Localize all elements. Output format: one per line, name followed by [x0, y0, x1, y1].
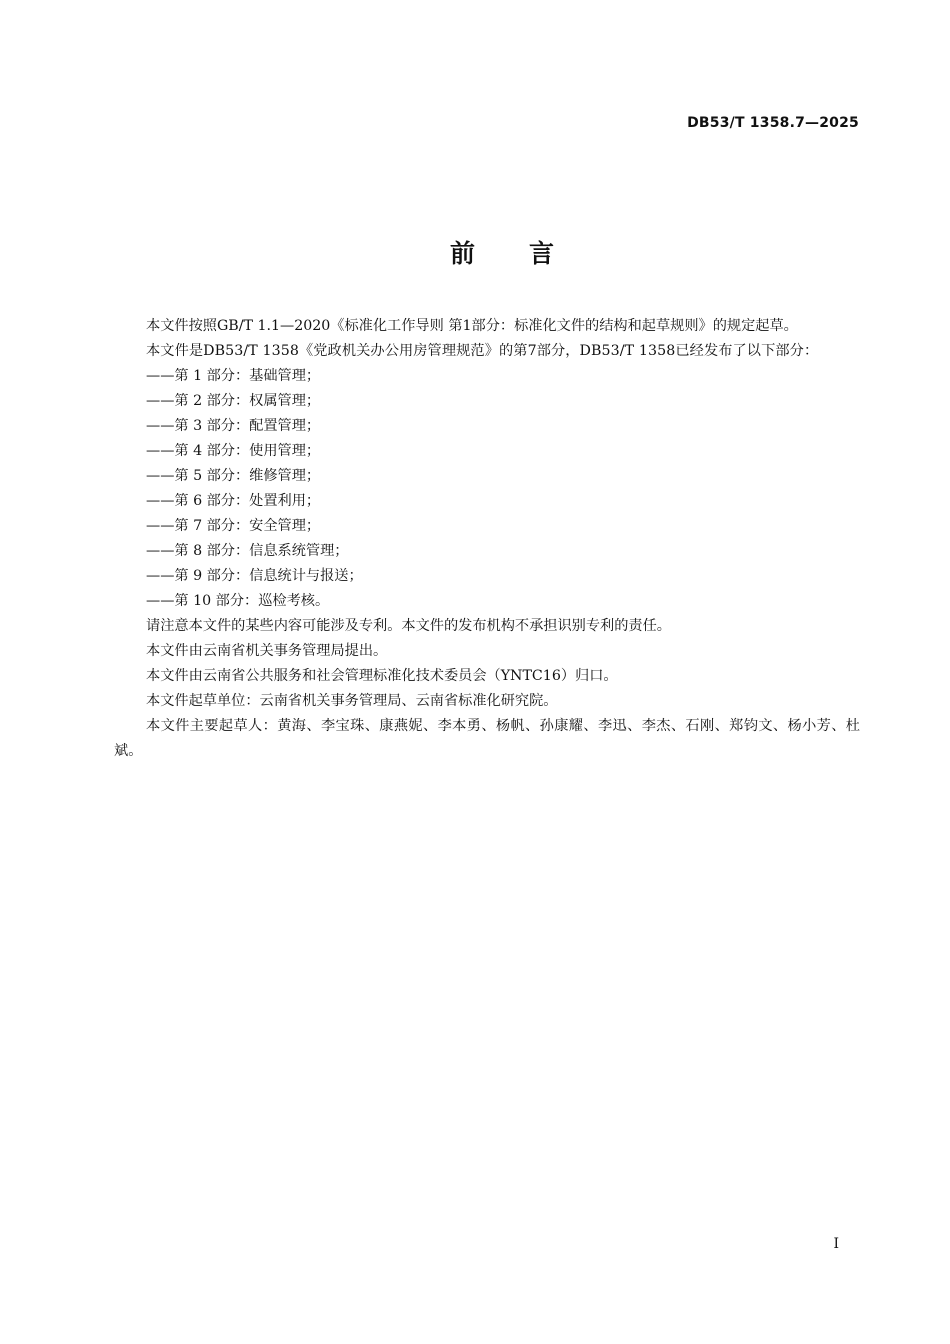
- page-number: I: [833, 1236, 839, 1252]
- list-item: ——第 8 部分：信息系统管理；: [146, 543, 349, 559]
- paragraph-drafters: 本文件主要起草人：黄海、李宝珠、康燕妮、李本勇、杨帆、孙康耀、李迅、李杰、石刚、郑钧文、杨小芳、杜斌。: [114, 718, 860, 759]
- paragraph-drafting-units: 本文件起草单位：云南省机关事务管理局、云南省标准化研究院。: [146, 693, 558, 709]
- list-item: ——第 7 部分：安全管理；: [146, 518, 321, 534]
- paragraph-custodian: 本文件由云南省公共服务和社会管理标准化技术委员会（YNTC16）归口。: [146, 668, 618, 684]
- list-item: ——第 9 部分：信息统计与报送；: [146, 568, 363, 584]
- list-item: ——第 6 部分：处置利用；: [146, 493, 321, 509]
- list-item: ——第 10 部分：巡检考核。: [146, 593, 330, 609]
- foreword-body: [114, 314, 860, 764]
- paragraph-basis: 本文件按照GB/T 1.1—2020《标准化工作导则 第1部分：标准化文件的结构和起草规则》的规定起草。: [146, 318, 798, 334]
- list-item: ——第 4 部分：使用管理；: [146, 443, 321, 459]
- document-code: DB53/T 1358.7—2025: [687, 115, 859, 131]
- list-item: ——第 5 部分：维修管理；: [146, 468, 321, 484]
- list-item: ——第 1 部分：基础管理；: [146, 368, 321, 384]
- title-char-left: 前: [449, 239, 477, 268]
- title-char-right: 言: [529, 239, 557, 268]
- page-title: [0, 234, 950, 270]
- list-item: ——第 3 部分：配置管理；: [146, 418, 321, 434]
- paragraph-proposer: 本文件由云南省机关事务管理局提出。: [146, 643, 388, 659]
- paragraph-series: 本文件是DB53/T 1358《党政机关办公用房管理规范》的第7部分，DB53/T 1358已经发布了以下部分：: [146, 343, 819, 359]
- list-item: ——第 2 部分：权属管理；: [146, 393, 321, 409]
- parts-list: [114, 364, 860, 614]
- paragraph-patent-notice: 请注意本文件的某些内容可能涉及专利。本文件的发布机构不承担识别专利的责任。: [146, 618, 671, 634]
